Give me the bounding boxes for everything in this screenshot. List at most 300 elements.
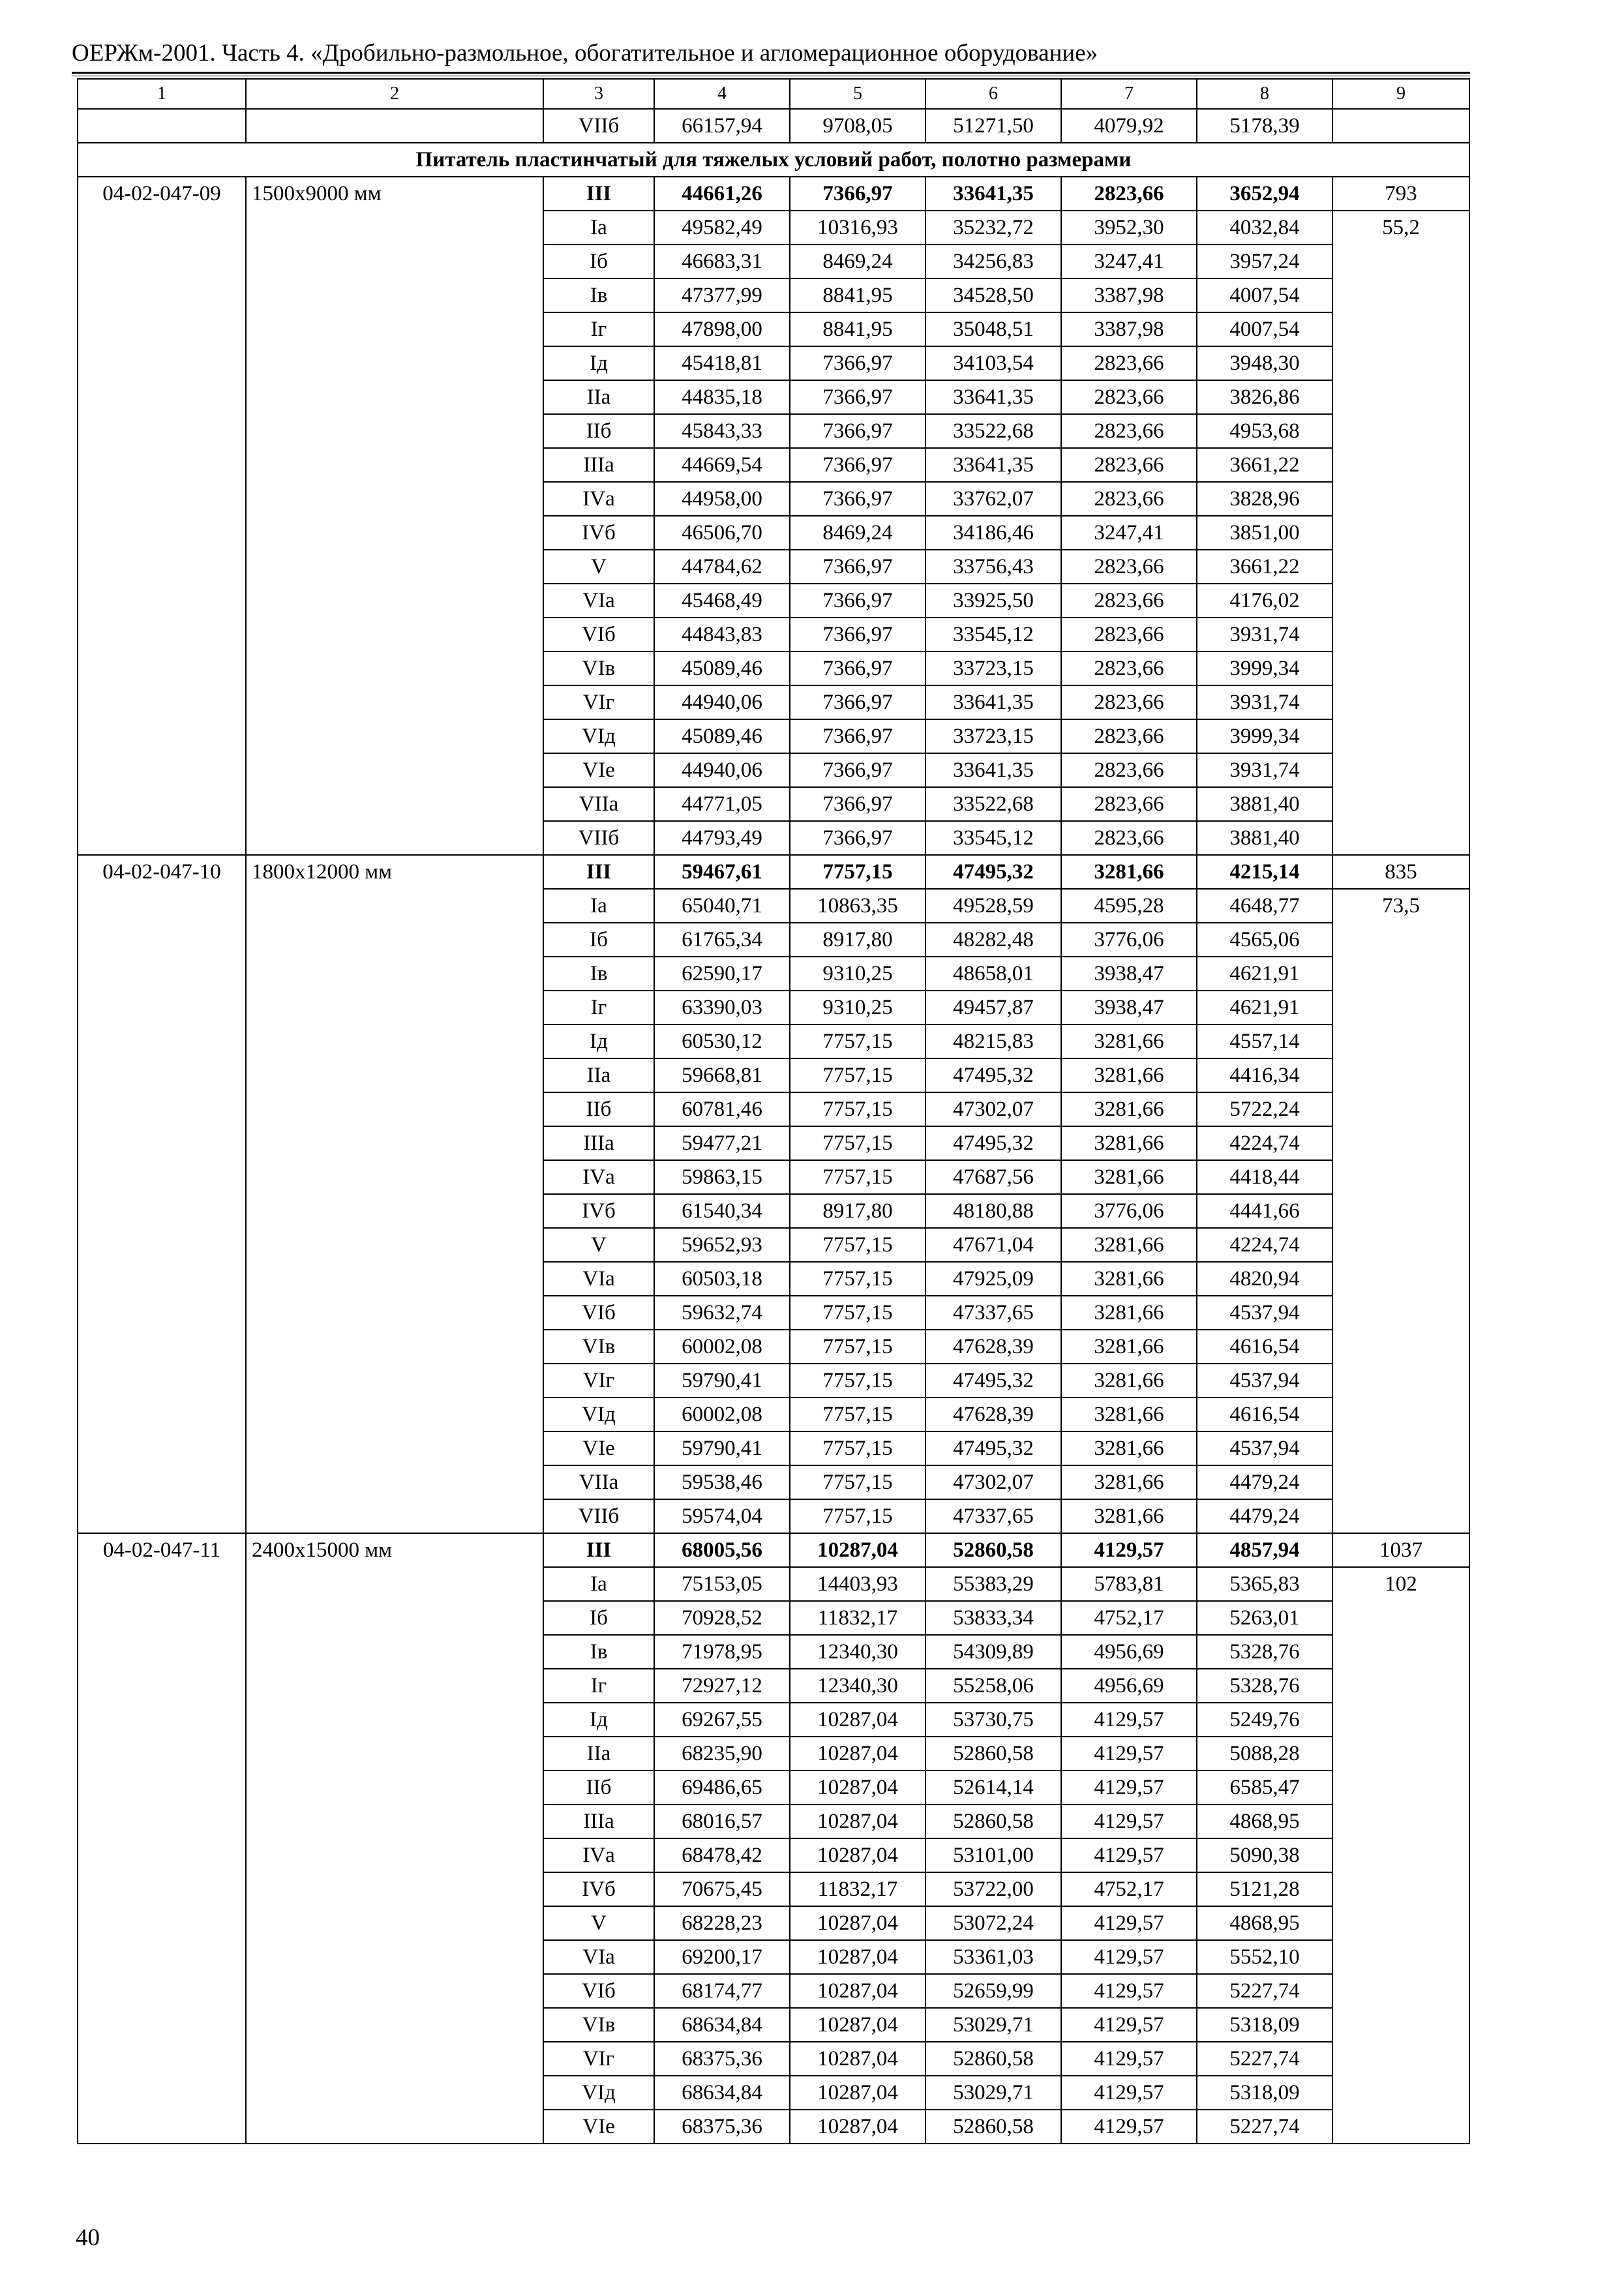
value-cell: 7757,15 bbox=[790, 1058, 925, 1092]
value-cell: 4418,44 bbox=[1197, 1160, 1332, 1194]
value-cell: 4129,57 bbox=[1061, 1737, 1197, 1771]
value-cell: 3247,41 bbox=[1061, 516, 1197, 550]
value-cell: 7757,15 bbox=[790, 1296, 925, 1330]
value-cell: 35232,72 bbox=[925, 211, 1061, 245]
header-rule-thick bbox=[72, 72, 1470, 74]
code-cell: 04-02-047-09 bbox=[78, 177, 246, 855]
zone-cell: Iд bbox=[543, 346, 654, 380]
extra-main-cell: 835 bbox=[1332, 855, 1469, 889]
value-cell: 3387,98 bbox=[1061, 278, 1197, 312]
value-cell: 2823,66 bbox=[1061, 482, 1197, 516]
value-cell: 7757,15 bbox=[790, 1228, 925, 1262]
value-cell: 7757,15 bbox=[790, 1499, 925, 1533]
value-cell: 4032,84 bbox=[1197, 211, 1332, 245]
value-cell: 60530,12 bbox=[654, 1025, 790, 1058]
zone-cell: IIIа bbox=[543, 448, 654, 482]
value-cell: 4176,02 bbox=[1197, 584, 1332, 618]
value-cell: 3281,66 bbox=[1061, 1364, 1197, 1398]
zone-cell: VIб bbox=[543, 618, 654, 651]
value-cell: 4215,14 bbox=[1197, 855, 1332, 889]
value-cell: 47628,39 bbox=[925, 1330, 1061, 1364]
value-cell: 7757,15 bbox=[790, 1160, 925, 1194]
value-cell: 71978,95 bbox=[654, 1635, 790, 1669]
value-cell: 8841,95 bbox=[790, 312, 925, 346]
value-cell: 52860,58 bbox=[925, 1804, 1061, 1838]
value-cell: 59477,21 bbox=[654, 1126, 790, 1160]
value-cell: 2823,66 bbox=[1061, 651, 1197, 685]
value-cell: 2823,66 bbox=[1061, 685, 1197, 719]
value-cell: 2823,66 bbox=[1061, 346, 1197, 380]
size-cell bbox=[246, 109, 543, 143]
value-cell: 4416,34 bbox=[1197, 1058, 1332, 1092]
value-cell: 4953,68 bbox=[1197, 414, 1332, 448]
zone-cell: Iд bbox=[543, 1025, 654, 1058]
value-cell: 34256,83 bbox=[925, 245, 1061, 278]
value-cell: 10287,04 bbox=[790, 1906, 925, 1940]
zone-cell: VIг bbox=[543, 685, 654, 719]
value-cell: 3247,41 bbox=[1061, 245, 1197, 278]
extra-sub-cell: 55,2 bbox=[1332, 211, 1469, 855]
zone-cell: III bbox=[543, 855, 654, 889]
value-cell: 4441,66 bbox=[1197, 1194, 1332, 1228]
zone-cell: VIб bbox=[543, 1974, 654, 2008]
value-cell: 2823,66 bbox=[1061, 177, 1197, 211]
value-cell: 3948,30 bbox=[1197, 346, 1332, 380]
value-cell: 4129,57 bbox=[1061, 2076, 1197, 2110]
value-cell: 52614,14 bbox=[925, 1771, 1061, 1804]
value-cell: 3281,66 bbox=[1061, 1398, 1197, 1431]
value-cell: 5249,76 bbox=[1197, 1703, 1332, 1737]
value-cell: 3281,66 bbox=[1061, 1330, 1197, 1364]
value-cell: 7757,15 bbox=[790, 1126, 925, 1160]
extra-main-cell: 793 bbox=[1332, 177, 1469, 211]
column-number: 2 bbox=[246, 79, 543, 109]
value-cell: 4129,57 bbox=[1061, 1533, 1197, 1567]
value-cell: 7366,97 bbox=[790, 821, 925, 855]
zone-cell: VIв bbox=[543, 2008, 654, 2042]
value-cell: 48180,88 bbox=[925, 1194, 1061, 1228]
value-cell: 3281,66 bbox=[1061, 1431, 1197, 1465]
value-cell: 2823,66 bbox=[1061, 414, 1197, 448]
value-cell: 11832,17 bbox=[790, 1872, 925, 1906]
value-cell: 7757,15 bbox=[790, 1092, 925, 1126]
value-cell: 3281,66 bbox=[1061, 1058, 1197, 1092]
value-cell: 4129,57 bbox=[1061, 2008, 1197, 2042]
value-cell: 4616,54 bbox=[1197, 1330, 1332, 1364]
value-cell: 4956,69 bbox=[1061, 1635, 1197, 1669]
value-cell: 47495,32 bbox=[925, 855, 1061, 889]
value-cell: 4129,57 bbox=[1061, 1771, 1197, 1804]
value-cell: 60503,18 bbox=[654, 1262, 790, 1296]
zone-cell: Iг bbox=[543, 1669, 654, 1703]
value-cell: 5090,38 bbox=[1197, 1838, 1332, 1872]
value-cell: 3851,00 bbox=[1197, 516, 1332, 550]
value-cell: 59790,41 bbox=[654, 1431, 790, 1465]
value-cell: 4479,24 bbox=[1197, 1499, 1332, 1533]
value-cell: 11832,17 bbox=[790, 1601, 925, 1635]
value-cell: 4868,95 bbox=[1197, 1906, 1332, 1940]
value-cell: 10287,04 bbox=[790, 1703, 925, 1737]
value-cell: 4007,54 bbox=[1197, 312, 1332, 346]
value-cell: 3776,06 bbox=[1061, 1194, 1197, 1228]
table-row bbox=[78, 1533, 1469, 1567]
zone-cell: IVб bbox=[543, 1872, 654, 1906]
value-cell: 4007,54 bbox=[1197, 278, 1332, 312]
zone-cell: Iб bbox=[543, 245, 654, 278]
zone-cell: VIб bbox=[543, 1296, 654, 1330]
value-cell: 34528,50 bbox=[925, 278, 1061, 312]
value-cell: 33723,15 bbox=[925, 719, 1061, 753]
extra-main-cell: 1037 bbox=[1332, 1533, 1469, 1567]
value-cell: 70675,45 bbox=[654, 1872, 790, 1906]
value-cell: 7366,97 bbox=[790, 787, 925, 821]
zone-cell: VIе bbox=[543, 753, 654, 787]
value-cell: 10287,04 bbox=[790, 1940, 925, 1974]
value-cell: 8841,95 bbox=[790, 278, 925, 312]
value-cell: 3281,66 bbox=[1061, 1262, 1197, 1296]
value-cell: 44843,83 bbox=[654, 618, 790, 651]
value-cell: 44669,54 bbox=[654, 448, 790, 482]
value-cell: 51271,50 bbox=[925, 109, 1061, 143]
zone-cell: IVа bbox=[543, 1160, 654, 1194]
value-cell: 7757,15 bbox=[790, 1262, 925, 1296]
value-cell: 5121,28 bbox=[1197, 1872, 1332, 1906]
value-cell: 3281,66 bbox=[1061, 1092, 1197, 1126]
value-cell: 33522,68 bbox=[925, 414, 1061, 448]
zone-cell: VIIа bbox=[543, 787, 654, 821]
code-cell: 04-02-047-11 bbox=[78, 1533, 246, 2144]
value-cell: 53722,00 bbox=[925, 1872, 1061, 1906]
value-cell: 5227,74 bbox=[1197, 2110, 1332, 2144]
value-cell: 53833,34 bbox=[925, 1601, 1061, 1635]
value-cell: 7366,97 bbox=[790, 414, 925, 448]
zone-cell: VIг bbox=[543, 1364, 654, 1398]
zone-cell: Iв bbox=[543, 278, 654, 312]
value-cell: 47337,65 bbox=[925, 1296, 1061, 1330]
page-header-title: ОЕРЖм-2001. Часть 4. «Дробильно-размольное, обогатительное и агломерационное оборудование» bbox=[72, 40, 1098, 67]
value-cell: 68375,36 bbox=[654, 2110, 790, 2144]
value-cell: 4537,94 bbox=[1197, 1296, 1332, 1330]
rates-table-body bbox=[78, 79, 1469, 2144]
value-cell: 55383,29 bbox=[925, 1567, 1061, 1601]
value-cell: 68005,56 bbox=[654, 1533, 790, 1567]
value-cell: 5227,74 bbox=[1197, 2042, 1332, 2076]
value-cell: 7366,97 bbox=[790, 685, 925, 719]
value-cell: 10287,04 bbox=[790, 1737, 925, 1771]
value-cell: 48282,48 bbox=[925, 923, 1061, 957]
value-cell: 7366,97 bbox=[790, 584, 925, 618]
value-cell: 7757,15 bbox=[790, 1364, 925, 1398]
extra-sub-cell: 102 bbox=[1332, 1567, 1469, 2144]
value-cell: 35048,51 bbox=[925, 312, 1061, 346]
value-cell: 53029,71 bbox=[925, 2076, 1061, 2110]
size-cell: 1800х12000 мм bbox=[246, 855, 543, 1533]
value-cell: 47495,32 bbox=[925, 1126, 1061, 1160]
zone-cell: IIа bbox=[543, 1058, 654, 1092]
value-cell: 34103,54 bbox=[925, 346, 1061, 380]
column-number-row bbox=[78, 79, 1469, 109]
value-cell: 54309,89 bbox=[925, 1635, 1061, 1669]
value-cell: 3938,47 bbox=[1061, 957, 1197, 991]
value-cell: 69267,55 bbox=[654, 1703, 790, 1737]
value-cell: 44771,05 bbox=[654, 787, 790, 821]
value-cell: 4129,57 bbox=[1061, 1838, 1197, 1872]
zone-cell: Iб bbox=[543, 1601, 654, 1635]
value-cell: 9310,25 bbox=[790, 957, 925, 991]
value-cell: 44784,62 bbox=[654, 550, 790, 584]
value-cell: 3652,94 bbox=[1197, 177, 1332, 211]
zone-cell: VIд bbox=[543, 1398, 654, 1431]
value-cell: 5365,83 bbox=[1197, 1567, 1332, 1601]
value-cell: 47495,32 bbox=[925, 1364, 1061, 1398]
value-cell: 3281,66 bbox=[1061, 1228, 1197, 1262]
value-cell: 5552,10 bbox=[1197, 1940, 1332, 1974]
column-number: 5 bbox=[790, 79, 925, 109]
zone-cell: Iг bbox=[543, 991, 654, 1025]
value-cell: 12340,30 bbox=[790, 1669, 925, 1703]
value-cell: 3828,96 bbox=[1197, 482, 1332, 516]
value-cell: 10287,04 bbox=[790, 1533, 925, 1567]
value-cell: 4129,57 bbox=[1061, 1974, 1197, 2008]
extra-sub-cell: 73,5 bbox=[1332, 889, 1469, 1533]
zone-cell: IIб bbox=[543, 1771, 654, 1804]
value-cell: 60002,08 bbox=[654, 1330, 790, 1364]
value-cell: 4129,57 bbox=[1061, 1940, 1197, 1974]
value-cell: 7757,15 bbox=[790, 1431, 925, 1465]
value-cell: 45089,46 bbox=[654, 719, 790, 753]
value-cell: 72927,12 bbox=[654, 1669, 790, 1703]
value-cell: 69486,65 bbox=[654, 1771, 790, 1804]
value-cell: 4868,95 bbox=[1197, 1804, 1332, 1838]
value-cell: 59652,93 bbox=[654, 1228, 790, 1262]
value-cell: 68174,77 bbox=[654, 1974, 790, 2008]
value-cell: 33925,50 bbox=[925, 584, 1061, 618]
value-cell: 2823,66 bbox=[1061, 821, 1197, 855]
size-cell: 2400х15000 мм bbox=[246, 1533, 543, 2144]
value-cell: 7757,15 bbox=[790, 1465, 925, 1499]
value-cell: 59668,81 bbox=[654, 1058, 790, 1092]
value-cell: 66157,94 bbox=[654, 109, 790, 143]
column-number: 7 bbox=[1061, 79, 1197, 109]
value-cell: 48215,83 bbox=[925, 1025, 1061, 1058]
value-cell: 33762,07 bbox=[925, 482, 1061, 516]
column-number: 3 bbox=[543, 79, 654, 109]
value-cell: 4621,91 bbox=[1197, 991, 1332, 1025]
value-cell: 62590,17 bbox=[654, 957, 790, 991]
zone-cell: VIа bbox=[543, 584, 654, 618]
value-cell: 3999,34 bbox=[1197, 651, 1332, 685]
value-cell: 7366,97 bbox=[790, 177, 925, 211]
zone-cell: III bbox=[543, 1533, 654, 1567]
value-cell: 2823,66 bbox=[1061, 787, 1197, 821]
value-cell: 9708,05 bbox=[790, 109, 925, 143]
value-cell: 47898,00 bbox=[654, 312, 790, 346]
value-cell: 3999,34 bbox=[1197, 719, 1332, 753]
value-cell: 33756,43 bbox=[925, 550, 1061, 584]
value-cell: 4129,57 bbox=[1061, 2042, 1197, 2076]
value-cell: 47302,07 bbox=[925, 1092, 1061, 1126]
value-cell: 49528,59 bbox=[925, 889, 1061, 923]
value-cell: 49457,87 bbox=[925, 991, 1061, 1025]
value-cell: 33723,15 bbox=[925, 651, 1061, 685]
value-cell: 3281,66 bbox=[1061, 1126, 1197, 1160]
column-number: 9 bbox=[1332, 79, 1469, 109]
zone-cell: VIд bbox=[543, 2076, 654, 2110]
zone-cell: VIд bbox=[543, 719, 654, 753]
value-cell: 8469,24 bbox=[790, 516, 925, 550]
value-cell: 2823,66 bbox=[1061, 719, 1197, 753]
value-cell: 6585,47 bbox=[1197, 1771, 1332, 1804]
value-cell: 10287,04 bbox=[790, 2042, 925, 2076]
value-cell: 33641,35 bbox=[925, 448, 1061, 482]
value-cell: 3952,30 bbox=[1061, 211, 1197, 245]
value-cell: 47337,65 bbox=[925, 1499, 1061, 1533]
value-cell: 10287,04 bbox=[790, 1974, 925, 2008]
value-cell: 44958,00 bbox=[654, 482, 790, 516]
value-cell: 44661,26 bbox=[654, 177, 790, 211]
zone-cell: VIIа bbox=[543, 1465, 654, 1499]
value-cell: 3931,74 bbox=[1197, 685, 1332, 719]
value-cell: 3661,22 bbox=[1197, 550, 1332, 584]
value-cell: 33641,35 bbox=[925, 753, 1061, 787]
value-cell: 55258,06 bbox=[925, 1669, 1061, 1703]
zone-cell: Iб bbox=[543, 923, 654, 957]
zone-cell: IIа bbox=[543, 380, 654, 414]
value-cell: 47495,32 bbox=[925, 1058, 1061, 1092]
value-cell: 2823,66 bbox=[1061, 448, 1197, 482]
zone-cell: Iд bbox=[543, 1703, 654, 1737]
value-cell: 4956,69 bbox=[1061, 1669, 1197, 1703]
value-cell: 5263,01 bbox=[1197, 1601, 1332, 1635]
table-row bbox=[78, 855, 1469, 889]
value-cell: 44793,49 bbox=[654, 821, 790, 855]
table-row bbox=[78, 109, 1469, 143]
value-cell: 52860,58 bbox=[925, 2042, 1061, 2076]
value-cell: 59574,04 bbox=[654, 1499, 790, 1533]
value-cell: 7366,97 bbox=[790, 380, 925, 414]
value-cell: 45089,46 bbox=[654, 651, 790, 685]
column-number: 4 bbox=[654, 79, 790, 109]
value-cell: 5783,81 bbox=[1061, 1567, 1197, 1601]
value-cell: 52860,58 bbox=[925, 1737, 1061, 1771]
value-cell: 2823,66 bbox=[1061, 550, 1197, 584]
value-cell: 46683,31 bbox=[654, 245, 790, 278]
zone-cell: VIа bbox=[543, 1940, 654, 1974]
value-cell: 3826,86 bbox=[1197, 380, 1332, 414]
zone-cell: VIIб bbox=[543, 821, 654, 855]
zone-cell: VIв bbox=[543, 651, 654, 685]
zone-cell: V bbox=[543, 550, 654, 584]
value-cell: 52659,99 bbox=[925, 1974, 1061, 2008]
value-cell: 3938,47 bbox=[1061, 991, 1197, 1025]
value-cell: 4752,17 bbox=[1061, 1872, 1197, 1906]
value-cell: 7366,97 bbox=[790, 651, 925, 685]
value-cell: 2823,66 bbox=[1061, 753, 1197, 787]
value-cell: 8917,80 bbox=[790, 923, 925, 957]
value-cell: 3281,66 bbox=[1061, 1296, 1197, 1330]
value-cell: 3881,40 bbox=[1197, 787, 1332, 821]
value-cell: 3931,74 bbox=[1197, 753, 1332, 787]
zone-cell: Iв bbox=[543, 957, 654, 991]
zone-cell: IVа bbox=[543, 1838, 654, 1872]
value-cell: 59790,41 bbox=[654, 1364, 790, 1398]
value-cell: 7757,15 bbox=[790, 1330, 925, 1364]
value-cell: 5178,39 bbox=[1197, 109, 1332, 143]
value-cell: 4129,57 bbox=[1061, 2110, 1197, 2144]
zone-cell: VIв bbox=[543, 1330, 654, 1364]
value-cell: 4857,94 bbox=[1197, 1533, 1332, 1567]
value-cell: 59863,15 bbox=[654, 1160, 790, 1194]
value-cell: 3881,40 bbox=[1197, 821, 1332, 855]
value-cell: 4129,57 bbox=[1061, 1906, 1197, 1940]
zone-cell: VIг bbox=[543, 2042, 654, 2076]
value-cell: 5722,24 bbox=[1197, 1092, 1332, 1126]
zone-cell: V bbox=[543, 1228, 654, 1262]
value-cell: 47302,07 bbox=[925, 1465, 1061, 1499]
value-cell: 68634,84 bbox=[654, 2076, 790, 2110]
value-cell: 12340,30 bbox=[790, 1635, 925, 1669]
value-cell: 10316,93 bbox=[790, 211, 925, 245]
zone-cell: IIа bbox=[543, 1737, 654, 1771]
value-cell: 68235,90 bbox=[654, 1737, 790, 1771]
value-cell: 45418,81 bbox=[654, 346, 790, 380]
zone-cell: IIIа bbox=[543, 1804, 654, 1838]
value-cell: 68634,84 bbox=[654, 2008, 790, 2042]
section-title-row bbox=[78, 143, 1469, 177]
value-cell: 53029,71 bbox=[925, 2008, 1061, 2042]
value-cell: 68228,23 bbox=[654, 1906, 790, 1940]
value-cell: 3931,74 bbox=[1197, 618, 1332, 651]
value-cell: 61765,34 bbox=[654, 923, 790, 957]
value-cell: 5328,76 bbox=[1197, 1669, 1332, 1703]
zone-cell: IIб bbox=[543, 1092, 654, 1126]
value-cell: 59467,61 bbox=[654, 855, 790, 889]
value-cell: 10287,04 bbox=[790, 2076, 925, 2110]
zone-cell: IVа bbox=[543, 482, 654, 516]
value-cell: 4129,57 bbox=[1061, 1703, 1197, 1737]
column-number: 1 bbox=[78, 79, 246, 109]
value-cell: 9310,25 bbox=[790, 991, 925, 1025]
value-cell: 7757,15 bbox=[790, 855, 925, 889]
value-cell: 4557,14 bbox=[1197, 1025, 1332, 1058]
value-cell: 7757,15 bbox=[790, 1025, 925, 1058]
page-number: 40 bbox=[76, 2224, 100, 2251]
value-cell: 2823,66 bbox=[1061, 380, 1197, 414]
zone-cell: VIе bbox=[543, 2110, 654, 2144]
value-cell: 65040,71 bbox=[654, 889, 790, 923]
value-cell: 7366,97 bbox=[790, 753, 925, 787]
value-cell: 8469,24 bbox=[790, 245, 925, 278]
value-cell: 10863,35 bbox=[790, 889, 925, 923]
value-cell: 4820,94 bbox=[1197, 1262, 1332, 1296]
column-number: 6 bbox=[925, 79, 1061, 109]
value-cell: 47628,39 bbox=[925, 1398, 1061, 1431]
zone-cell: VIIб bbox=[543, 109, 654, 143]
column-number: 8 bbox=[1197, 79, 1332, 109]
value-cell: 4224,74 bbox=[1197, 1228, 1332, 1262]
value-cell: 4565,06 bbox=[1197, 923, 1332, 957]
value-cell: 47925,09 bbox=[925, 1262, 1061, 1296]
value-cell: 33545,12 bbox=[925, 821, 1061, 855]
value-cell: 5318,09 bbox=[1197, 2008, 1332, 2042]
zone-cell: IIIа bbox=[543, 1126, 654, 1160]
section-title: Питатель пластинчатый для тяжелых условий работ, полотно размерами bbox=[78, 143, 1469, 177]
value-cell: 48658,01 bbox=[925, 957, 1061, 991]
value-cell: 75153,05 bbox=[654, 1567, 790, 1601]
value-cell: 45843,33 bbox=[654, 414, 790, 448]
value-cell: 33641,35 bbox=[925, 380, 1061, 414]
value-cell: 33641,35 bbox=[925, 685, 1061, 719]
